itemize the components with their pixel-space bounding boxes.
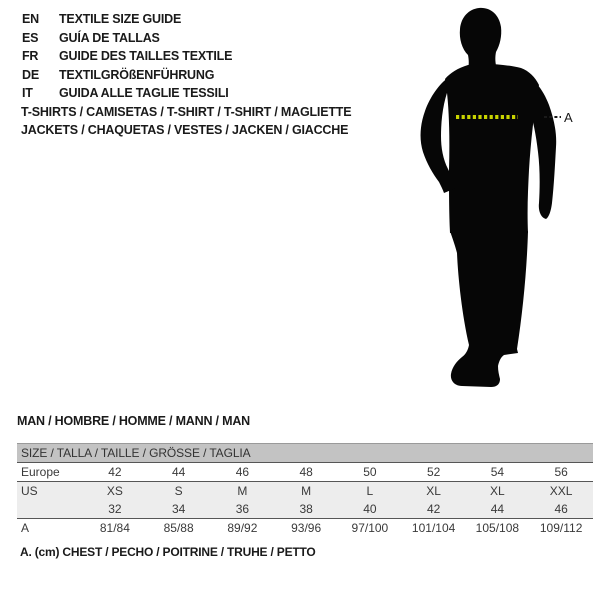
measurement-footnote: A. (cm) CHEST / PECHO / POITRINE / TRUHE / PETTO	[20, 545, 316, 559]
table-cell: 48	[299, 465, 313, 479]
table-cell: XS	[106, 484, 123, 498]
table-cell: 56	[554, 465, 568, 479]
language-code: DE	[22, 67, 39, 82]
language-label: GUIDE DES TAILLES TEXTILE	[59, 49, 233, 63]
row-label	[17, 500, 83, 518]
size-table-header: SIZE / TALLA / TAILLE / GRÖSSE / TAGLIA	[17, 443, 593, 463]
table-row	[17, 463, 593, 481]
measure-label-a: A	[564, 110, 573, 125]
language-row	[22, 10, 232, 29]
garment-line: T-SHIRTS / CAMISETAS / T-SHIRT / T-SHIRT / MAGLIETTE	[21, 105, 352, 119]
language-row	[22, 29, 232, 48]
table-cell: 42	[426, 502, 441, 516]
language-code: IT	[22, 86, 33, 100]
table-cell: 101/104	[411, 521, 456, 535]
table-row	[17, 481, 593, 500]
table-cell: 81/84	[99, 521, 130, 535]
language-code: FR	[22, 49, 39, 63]
table-row	[17, 500, 593, 518]
table-cell: 46	[235, 465, 250, 479]
table-row	[17, 518, 593, 537]
row-label: A	[21, 521, 30, 535]
table-cell: 34	[171, 502, 186, 516]
table-cell: 40	[363, 502, 377, 516]
language-row	[22, 66, 232, 85]
table-cell: 44	[490, 502, 505, 516]
table-cell: S	[174, 484, 183, 498]
language-label: GUIDA ALLE TAGLIE TESSILI	[59, 86, 229, 100]
table-cell: M	[237, 484, 248, 498]
language-row	[22, 47, 232, 66]
garment-category-lines	[21, 103, 351, 139]
silhouette-legs	[450, 231, 528, 387]
table-cell: 89/92	[227, 521, 258, 535]
garment-line: JACKETS / CHAQUETAS / VESTES / JACKEN / GIACCHE	[21, 123, 349, 137]
table-cell: 36	[235, 502, 250, 516]
man-silhouette	[405, 5, 575, 400]
language-label: TEXTILE SIZE GUIDE	[59, 12, 182, 26]
table-cell: 52	[426, 465, 441, 479]
section-title-man: MAN / HOMBRE / HOMME / MANN / MAN	[17, 414, 250, 428]
language-label: GUÍA DE TALLAS	[59, 30, 160, 45]
row-label: US	[21, 484, 38, 498]
language-row	[22, 84, 232, 103]
table-cell: 46	[554, 502, 568, 516]
table-cell: XL	[426, 484, 441, 498]
language-label: TEXTILGRÖßENFÜHRUNG	[59, 67, 215, 82]
table-cell: 32	[108, 502, 122, 516]
table-cell: 109/112	[539, 521, 583, 535]
table-cell: 105/108	[475, 521, 520, 535]
table-cell: 85/88	[163, 521, 194, 535]
table-cell: 50	[363, 465, 377, 479]
table-cell: XL	[490, 484, 505, 498]
language-code: EN	[22, 12, 39, 26]
language-list	[22, 10, 232, 103]
table-cell: 42	[108, 465, 122, 479]
silhouette-head	[460, 8, 501, 69]
table-cell: M	[301, 484, 312, 498]
size-table-rows	[17, 463, 593, 537]
table-cell: L	[366, 484, 374, 498]
table-cell: XXL	[549, 484, 573, 498]
row-label: Europe	[21, 465, 60, 479]
table-cell: 97/100	[351, 521, 389, 535]
language-code: ES	[22, 30, 39, 45]
table-cell: 44	[171, 465, 186, 479]
table-cell: 54	[490, 465, 505, 479]
size-table	[17, 443, 593, 537]
table-cell: 38	[299, 502, 313, 516]
table-cell: 93/96	[291, 521, 322, 535]
